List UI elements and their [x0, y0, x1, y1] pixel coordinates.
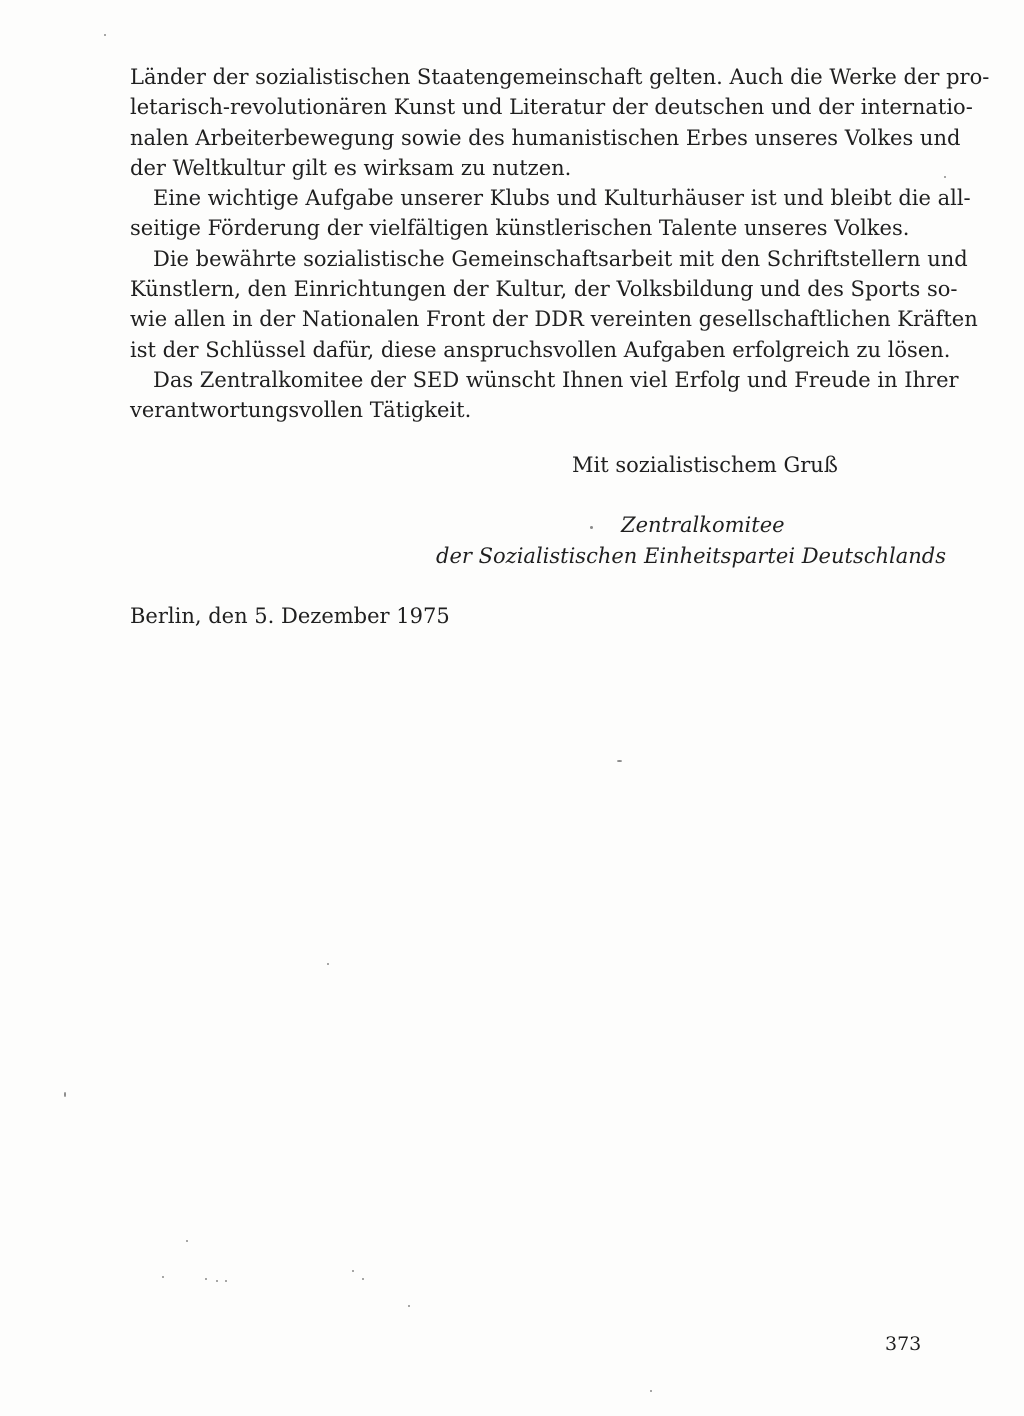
text-line: letarisch-revolutionären Kunst und Literatur der deutschen und der internatio-: [130, 95, 973, 120]
scan-speck: [205, 1278, 207, 1280]
paragraph: [130, 365, 959, 426]
paragraph: [130, 183, 971, 244]
scan-speck: [327, 963, 329, 965]
scan-speck: [352, 1270, 354, 1272]
scan-speck: [216, 1280, 218, 1282]
text-line: der Weltkultur gilt es wirksam zu nutzen.: [130, 155, 572, 180]
text-line: Eine wichtige Aufgabe unserer Klubs und Kulturhäuser ist und bleibt die all-: [153, 186, 971, 211]
text-line: ist der Schlüssel dafür, diese anspruchsvollen Aufgaben erfolgreich zu lösen.: [130, 337, 951, 362]
scan-speck: [64, 1092, 66, 1097]
scan-speck: [186, 1240, 188, 1242]
signature-line-2: der Sozialistischen Einheitspartei Deutschlands: [436, 544, 946, 568]
scan-speck: [650, 1390, 652, 1392]
text-line: nalen Arbeiterbewegung sowie des humanistischen Erbes unseres Volkes und: [130, 125, 961, 150]
paragraph: [130, 244, 978, 365]
letter-body: [130, 62, 990, 426]
scan-speck: [362, 1278, 364, 1280]
scan-speck: [590, 526, 593, 529]
text-line: Das Zentralkomitee der SED wünscht Ihnen viel Erfolg und Freude in Ihrer: [153, 367, 959, 392]
scan-speck: [104, 34, 106, 36]
signature-line-1: Zentralkomitee: [621, 513, 785, 537]
scan-speck: [225, 1280, 227, 1282]
text-line: verantwortungsvollen Tätigkeit.: [130, 398, 472, 423]
page-number: 373: [885, 1333, 922, 1355]
text-line: wie allen in der Nationalen Front der DDR vereinten gesellschaftlichen Kräften: [130, 307, 978, 332]
text-line: seitige Förderung der vielfältigen künstlerischen Talente unseres Volkes.: [130, 216, 910, 241]
text-line: Die bewährte sozialistische Gemeinschaftsarbeit mit den Schriftstellern und: [153, 246, 968, 271]
paragraph: [130, 62, 990, 183]
place-and-date: Berlin, den 5. Dezember 1975: [130, 604, 450, 628]
scan-speck: [408, 1305, 410, 1307]
closing-greeting: Mit sozialistischem Gruß: [572, 453, 838, 477]
scan-speck: [944, 176, 946, 178]
scan-speck: [162, 1276, 164, 1278]
text-line: Länder der sozialistischen Staatengemeinschaft gelten. Auch die Werke der pro-: [130, 65, 990, 89]
scan-speck: [617, 760, 622, 762]
text-line: Künstlern, den Einrichtungen der Kultur, der Volksbildung und des Sports so-: [130, 277, 958, 302]
